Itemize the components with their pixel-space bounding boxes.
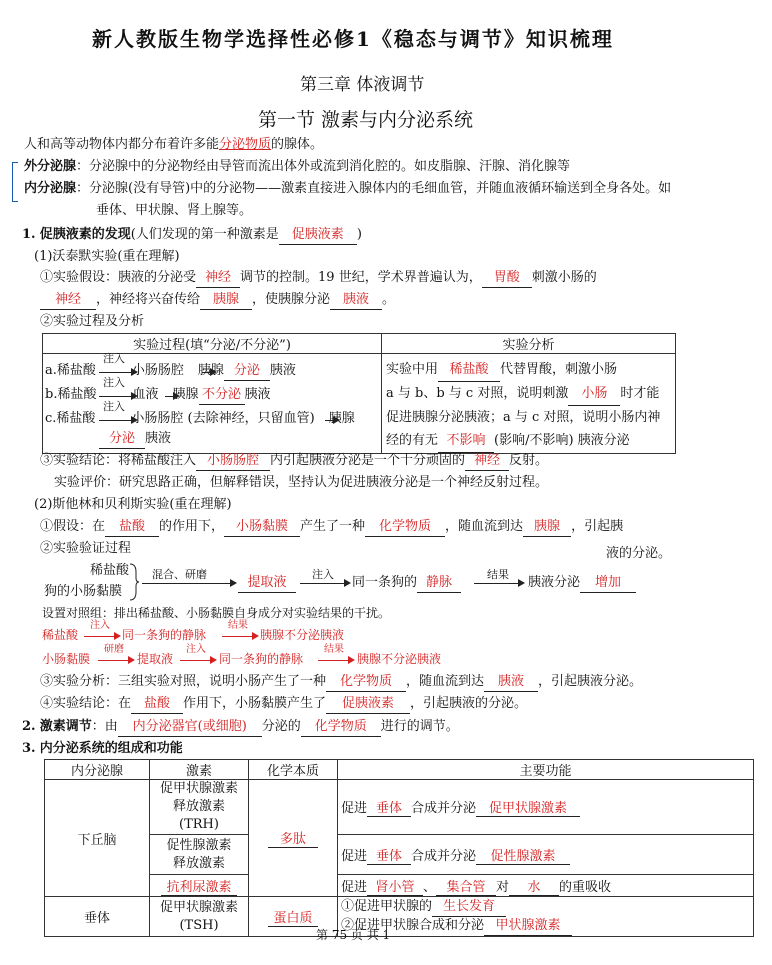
conclusion-line: ③实验结论：将稀盐酸注入 小肠肠腔 内引起胰液分泌是一个十分顽固的 神经 反射。 — [40, 453, 548, 471]
t2-func-2: 促进 垂体 合成并分泌 促性腺激素 — [338, 835, 754, 875]
page-footer: 第 75 页 共 1 — [316, 928, 391, 942]
row-c-arrow-label: 注入 — [103, 400, 125, 413]
ctrl2-b: 提取液 — [137, 652, 174, 666]
hypothesis-line-1: ①实验假设：胰液的分泌受 神经 调节的控制。19 世纪，学术界普遍认为， 胃酸 刺激小肠的 — [40, 270, 597, 288]
ctrl2-over3: 结果 — [324, 644, 344, 655]
ctrl2-arrowhead-2 — [210, 656, 217, 664]
flow-extract: 提取液 — [238, 575, 296, 593]
ctrl2-arrowhead-3 — [348, 656, 355, 664]
t2-func-3: 促进 肾小管 、 集合管 对 水 的重吸收 — [338, 875, 754, 897]
row-a: a.稀盐酸 小肠肠腔 胰腺 分泌 胰液 — [45, 363, 296, 381]
ctrl2-arrow-3 — [318, 660, 348, 661]
ctrl1-arrowhead-1 — [114, 632, 121, 640]
chapter-heading: 第三章 体液调节 — [300, 75, 425, 95]
table1-header-analysis: 实验分析 — [382, 334, 676, 354]
hypothesis2-cont: 液的分泌。 — [606, 546, 672, 561]
t2-trh: 促甲状腺激素 释放激素 (TRH) — [150, 780, 249, 835]
flow-arrow-2 — [300, 583, 344, 584]
exocrine-line: 外分泌腺：分泌腺中的分泌物经由导管而流出体外或流到消化腔的。如皮脂腺、汗腺、消化腺等 — [24, 159, 571, 174]
document-title: 新人教版生物学选择性必修1《稳态与调节》知识梳理 — [92, 27, 614, 51]
ctrl1-a: 稀盐酸 — [42, 628, 79, 642]
t2-hypothalamus: 下丘脑 — [45, 780, 150, 897]
ctrl1-c: 胰腺不分泌胰液 — [260, 628, 345, 642]
ctrl2-d: 胰腺不分泌胰液 — [357, 652, 442, 666]
row-b-arrowhead — [131, 392, 138, 400]
row-c-arrowhead — [131, 416, 138, 424]
row-b: b.稀盐酸 血液 胰腺 不分泌 胰液 — [45, 387, 271, 405]
t2-nature-peptide: 多肽 — [249, 780, 338, 897]
process-heading: ②实验过程及分析 — [40, 314, 145, 329]
table1-analysis-cell: 实验中用 稀盐酸 代替胃酸，刺激小肠 a 与 b、b 与 c 对照，说明刺激 小肠 时才能 促进胰腺分泌胰液；a 与 c 对照，说明小肠内神 经的有无 不影响 (影响/不影响) 胰液分泌 — [382, 354, 676, 454]
ctrl2-over2: 注入 — [186, 644, 206, 655]
ctrl2-arrow-1 — [98, 660, 128, 661]
starling-heading: (2)斯他林和贝利斯实验(重在理解) — [34, 497, 232, 512]
flow-step3-label: 结果 — [487, 568, 509, 581]
ctrl2-over1: 研磨 — [104, 644, 124, 655]
bracket-mark — [12, 162, 18, 202]
row-c-arrow-2 — [325, 420, 333, 421]
wotaimo-heading: (1)沃泰默实验(重在理解) — [34, 249, 180, 264]
flow-vein: 同一条狗的 静脉 — [352, 575, 461, 593]
wotaimo-table — [42, 333, 676, 454]
row-c: c.稀盐酸 小肠肠腔 (去除神经，只留血管) 胰腺 — [45, 411, 355, 426]
section-1-heading: 1. 促胰液素的发现(人们发现的第一种激素是 促胰液素 ) — [22, 227, 362, 245]
hypothesis2-line: ①假设：在 盐酸 的作用下， 小肠黏膜 产生了一种 化学物质 ，随血流到达 胰腺 ，引起胰 — [40, 519, 623, 537]
flow-step1-label: 混合、研磨 — [152, 568, 207, 581]
ctrl1-arrowhead-2 — [252, 632, 259, 640]
section-heading: 第一节 激素与内分泌系统 — [258, 109, 474, 131]
t2-func-1: 促进 垂体 合成并分泌 促甲状腺激素 — [338, 780, 754, 835]
t2-pituitary: 垂体 — [45, 897, 150, 937]
ctrl1-over2: 结果 — [228, 620, 248, 631]
t2-header-gland: 内分泌腺 — [45, 760, 150, 780]
t2-grh: 促性腺激素 释放激素 — [150, 835, 249, 875]
flow-brace — [128, 562, 140, 602]
t2-adh: 抗利尿激素 — [150, 875, 249, 897]
ctrl2-a: 小肠黏膜 — [42, 652, 91, 666]
ctrl2-arrow-2 — [180, 660, 210, 661]
control-note: 设置对照组：排出稀盐酸、小肠黏膜自身成分对实验结果的干扰。 — [42, 606, 391, 620]
table1-header-process: 实验过程(填“分泌/不分泌”) — [43, 334, 382, 354]
hypothesis-line-2: 神经 ，神经将兴奋传给 胰腺 ，使胰腺分泌 胰液 。 — [40, 292, 395, 310]
ctrl2-c: 同一条狗的静脉 — [219, 652, 304, 666]
flow-arrowhead-2 — [344, 579, 351, 587]
ctrl1-b: 同一条狗的静脉 — [122, 628, 207, 642]
row-a-arrow — [99, 372, 131, 373]
t2-header-hormone: 激素 — [150, 760, 249, 780]
evaluation-line: 实验评价：研究思路正确，但解释错误，坚持认为促进胰液分泌是一个神经反射过程。 — [54, 475, 549, 490]
row-b-arrowhead-2 — [173, 392, 180, 400]
ctrl1-arrow-1 — [84, 636, 114, 637]
ctrl1-over1: 注入 — [90, 620, 110, 631]
flow-arrowhead-1 — [230, 579, 237, 587]
section-3-heading: 3. 内分泌系统的组成和功能 — [22, 741, 183, 756]
row-c-arrow — [99, 420, 131, 421]
row-a-arrowhead — [131, 368, 138, 376]
endocrine-table — [44, 759, 754, 937]
section-2-line: 2. 激素调节：由 内分泌器官(或细胞) 分泌的 化学物质 进行的调节。 — [22, 719, 459, 737]
t2-tsh: 促甲状腺激素 (TSH) — [150, 897, 249, 937]
row-b-arrow-2 — [165, 396, 173, 397]
t2-nature-protein: 蛋白质 — [249, 897, 338, 937]
flow-arrowhead-3 — [518, 579, 525, 587]
flow-hcl: 稀盐酸 — [90, 563, 130, 578]
row-b-arrow — [99, 396, 131, 397]
endocrine-line-2: 垂体、甲状腺、肾上腺等。 — [96, 203, 253, 218]
row-c-cont: 分泌 胰液 — [99, 431, 171, 449]
verify-heading: ②实验验证过程 — [40, 541, 132, 556]
row-a-arrow-2 — [202, 372, 210, 373]
flow-arrow-3 — [474, 583, 518, 584]
row-a-arrow-label: 注入 — [103, 352, 125, 365]
row-c-arrowhead-2 — [333, 416, 340, 424]
intro-line: 人和高等动物体内都分布着许多能分泌物质的腺体。 — [24, 137, 324, 152]
t2-func-4: ①促进甲状腺的 生长发育 ②促进甲状腺合成和分泌 甲状腺激素 — [338, 897, 754, 937]
flow-arrow-1 — [142, 583, 230, 584]
ctrl1-arrow-2 — [222, 636, 252, 637]
conclusion2-line: ④实验结论：在 盐酸 作用下，小肠黏膜产生了 促胰液素 ，引起胰液的分泌。 — [40, 696, 527, 714]
row-a-arrowhead-2 — [210, 368, 217, 376]
t2-header-nature: 化学本质 — [249, 760, 338, 780]
flow-result: 胰液分泌 增加 — [528, 575, 636, 593]
endocrine-line: 内分泌腺：分泌腺(没有导管)中的分泌物——激素直接进入腺体内的毛细血管，并随血液循环输送到全身各处。如 — [24, 181, 672, 196]
flow-mucosa: 狗的小肠黏膜 — [44, 584, 123, 599]
analysis-line: ③实验分析：三组实验对照，说明小肠产生了一种 化学物质 ，随血流到达 胰液 ，引起胰液分泌。 — [40, 674, 642, 692]
t2-header-function: 主要功能 — [338, 760, 754, 780]
ctrl2-arrowhead-1 — [128, 656, 135, 664]
table1-process-cell — [43, 354, 382, 454]
flow-step2-label: 注入 — [312, 568, 334, 581]
row-b-arrow-label: 注入 — [103, 376, 125, 389]
